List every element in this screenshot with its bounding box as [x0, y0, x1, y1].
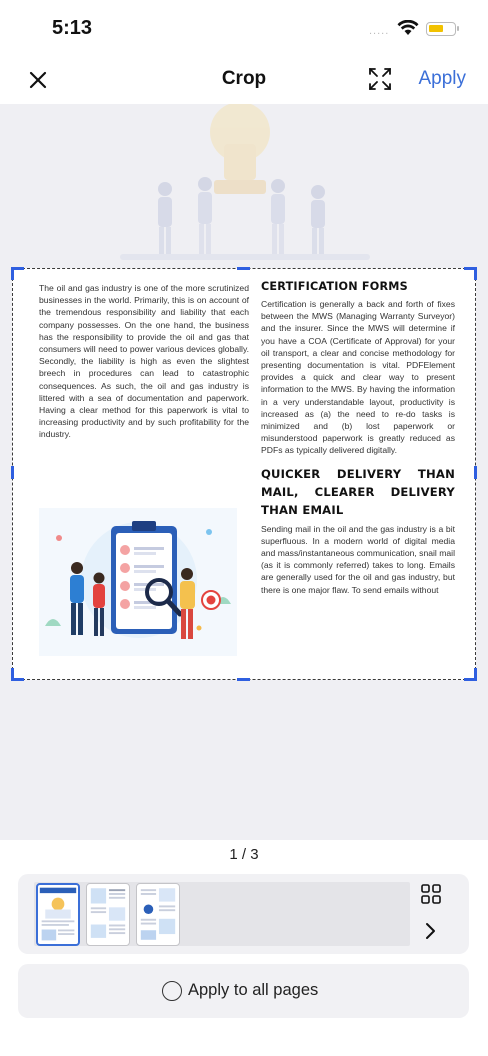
crop-handle-left[interactable] [11, 466, 14, 479]
page-thumbnail-image [38, 885, 78, 944]
heading-delivery: QUICKER DELIVERY THAN MAIL, CLEARER DELIVERY THAN EMAIL [261, 466, 455, 517]
apply-button[interactable]: Apply [418, 68, 466, 89]
nav-bar [0, 58, 488, 104]
delivery-text: Sending mail in the oil and the gas industry is a bit superfluous. In a modern world of digital media and mass/instantaneous communication, snail mail (as it is commonly referred) takes to long. Emails are generally used for the oil and gas industry, but there is one major flaw. To send emails without [261, 523, 455, 595]
bottom-panel [0, 840, 488, 1056]
chevron-right-icon[interactable] [422, 921, 438, 941]
page-thumbnail-image [137, 884, 179, 945]
status-bar [0, 0, 488, 58]
apply-to-all-label: Apply to all pages [188, 981, 319, 999]
certification-text: Certification is generally a back and forth of fixes between the MWS (Managing Warranty Surveyor) and the insurer. Since the MWS will determine if you have a COA (Certificate of Approval) for your oil transport, a clear and concise methodology for presenting documentation is vital. PDFElement provides a quick and clear way to present information to the MWS. By having the information in a very understandable layout, productivity is increased as (a) the need to re-do tasks is minimized and (b) lost paperwork or misunderstood paperwork is greatly reduced as PDFs as typically delivered digitally. [261, 299, 455, 456]
status-time: 5:13 [52, 17, 93, 39]
wifi-icon [397, 20, 419, 36]
page-indicator: 1 / 3 [229, 846, 259, 863]
thumbnail-strip [18, 874, 469, 954]
thumbnail-page-3[interactable] [136, 883, 180, 946]
thumbnail-page-2[interactable] [86, 883, 130, 946]
battery-icon [426, 22, 456, 36]
clipboard-illustration [39, 508, 237, 656]
crop-canvas[interactable] [0, 104, 488, 840]
document-page [12, 268, 476, 680]
radio-circle-icon[interactable] [162, 981, 182, 1001]
heading-certification: CERTIFICATION FORMS [261, 280, 408, 293]
faded-page-illustration [0, 104, 488, 264]
crop-handle-top[interactable] [237, 267, 250, 270]
page-title: Crop [221, 68, 267, 89]
grid-icon[interactable] [420, 883, 442, 905]
signal-icon: ..... [369, 25, 390, 37]
expand-icon[interactable] [367, 66, 393, 92]
left-column-text: The oil and gas industry is one of the more scrutinized businesses in the world. Primarily, this is on account of the tremendous responsibility and liability that each company possesses. On the one hand, the business has the responsibility to provide the oil and gas that consumers will need to power various devices globally. Secondly, the liability is high as even the slightest breech in procedures can lead to catastrophic consequences. As such, the oil and gas industry is littered with a sea of documentation and paperwork. Having a clear method for this paperwork is vital to increasing productivity and by such profitability for the industry. [39, 283, 249, 440]
right-column [261, 280, 455, 596]
page-thumbnail-image [87, 884, 129, 945]
thumbnail-page-1[interactable] [36, 883, 80, 946]
apply-to-all-pages-toggle[interactable] [18, 964, 469, 1018]
crop-handle-bottom[interactable] [237, 678, 250, 681]
crop-handle-right[interactable] [474, 466, 477, 479]
